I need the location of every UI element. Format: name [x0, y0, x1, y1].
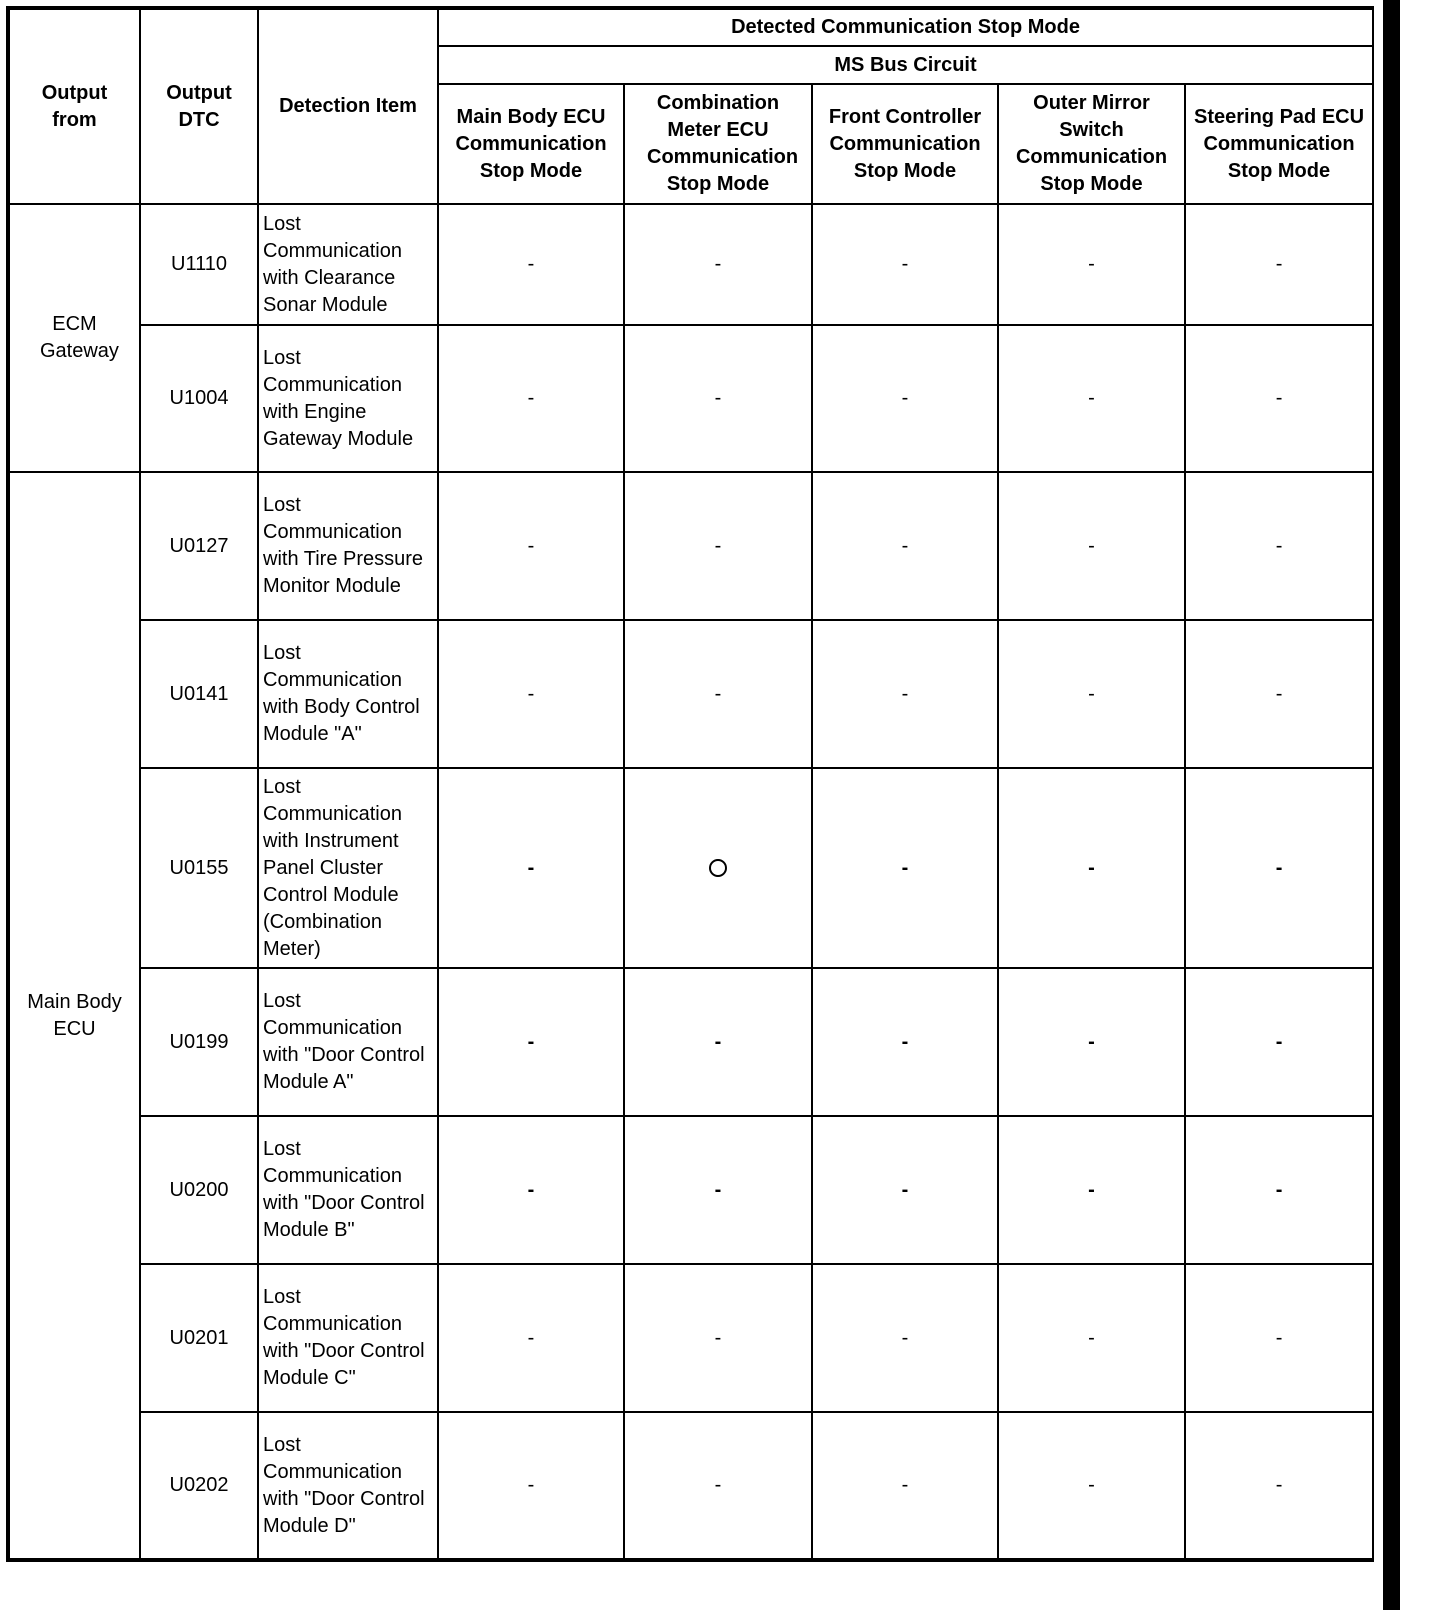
output-from-cell: Main Body ECU: [8, 472, 140, 1560]
mode-value-cell: -: [998, 620, 1185, 768]
header-mode-outer-mirror-switch: Outer Mirror Switch Communication Stop Mode: [998, 84, 1185, 204]
detection-item-cell: Lost Communication with "Door Control Module D": [258, 1412, 438, 1560]
detection-item-cell: Lost Communication with Body Control Module "A": [258, 620, 438, 768]
mode-value-cell: -: [438, 204, 624, 325]
header-mode-main-body-ecu: Main Body ECU Communication Stop Mode: [438, 84, 624, 204]
table-row: [8, 768, 1373, 968]
mode-value-cell: -: [812, 1412, 998, 1560]
mode-value-cell: -: [1185, 204, 1373, 325]
mode-value-cell: -: [998, 968, 1185, 1116]
mode-value-cell: -: [812, 325, 998, 472]
mode-value-cell: -: [998, 204, 1185, 325]
mode-value-cell: -: [438, 472, 624, 620]
mode-value-cell: -: [624, 1116, 812, 1264]
table-row: [8, 1116, 1373, 1264]
mode-value-cell-detected: [624, 768, 812, 968]
table-row: [8, 968, 1373, 1116]
mode-value-cell: -: [812, 1264, 998, 1412]
mode-value-cell: -: [1185, 1264, 1373, 1412]
table-row: [8, 325, 1373, 472]
dtc-cell: U0127: [140, 472, 258, 620]
mode-value-cell: -: [438, 325, 624, 472]
mode-value-cell: -: [998, 1116, 1185, 1264]
mode-value-cell: -: [998, 768, 1185, 968]
table-row: [8, 620, 1373, 768]
mode-value-cell: -: [812, 768, 998, 968]
detection-item-cell: Lost Communication with "Door Control Module A": [258, 968, 438, 1116]
mode-value-cell: -: [812, 204, 998, 325]
mode-value-cell: -: [998, 1264, 1185, 1412]
mode-value-cell: -: [624, 204, 812, 325]
dtc-cell: U0202: [140, 1412, 258, 1560]
table-row: [8, 472, 1373, 620]
detection-item-cell: Lost Communication with Tire Pressure Monitor Module: [258, 472, 438, 620]
table-row: [8, 1412, 1373, 1560]
mode-value-cell: -: [1185, 1116, 1373, 1264]
dtc-cell: U0199: [140, 968, 258, 1116]
mode-value-cell: -: [624, 1412, 812, 1560]
dtc-cell: U0200: [140, 1116, 258, 1264]
mode-value-cell: -: [438, 620, 624, 768]
detection-item-cell: Lost Communication with "Door Control Module C": [258, 1264, 438, 1412]
mode-value-cell: -: [812, 1116, 998, 1264]
dtc-communication-stop-mode-table: [6, 6, 1374, 1562]
dtc-cell: U1004: [140, 325, 258, 472]
mode-value-cell: -: [438, 1116, 624, 1264]
mode-value-cell: -: [624, 1264, 812, 1412]
mode-value-cell: -: [624, 472, 812, 620]
dtc-cell: U0155: [140, 768, 258, 968]
mode-value-cell: -: [438, 1264, 624, 1412]
table-row: [8, 1264, 1373, 1412]
circle-detected-icon: [709, 859, 727, 877]
mode-value-cell: -: [812, 968, 998, 1116]
dtc-cell: U1110: [140, 204, 258, 325]
mode-value-cell: -: [1185, 968, 1373, 1116]
mode-value-cell: -: [1185, 1412, 1373, 1560]
mode-value-cell: -: [812, 472, 998, 620]
mode-value-cell: -: [1185, 325, 1373, 472]
dtc-cell: U0201: [140, 1264, 258, 1412]
mode-value-cell: -: [998, 472, 1185, 620]
dtc-table-container: [6, 6, 1371, 1560]
mode-value-cell: -: [998, 1412, 1185, 1560]
mode-value-cell: -: [624, 325, 812, 472]
detection-item-cell: Lost Communication with Engine Gateway Module: [258, 325, 438, 472]
header-mode-steering-pad-ecu: Steering Pad ECU Communication Stop Mode: [1185, 84, 1373, 204]
mode-value-cell: -: [812, 620, 998, 768]
mode-value-cell: -: [1185, 472, 1373, 620]
mode-value-cell: -: [438, 768, 624, 968]
mode-value-cell: -: [438, 1412, 624, 1560]
right-edge-bar: [1383, 0, 1400, 1610]
detection-item-cell: Lost Communication with Clearance Sonar Module: [258, 204, 438, 325]
dtc-cell: U0141: [140, 620, 258, 768]
header-output-dtc: Output DTC: [140, 8, 258, 204]
header-output-from: Output from: [8, 8, 140, 204]
table-row: [8, 204, 1373, 325]
mode-value-cell: -: [1185, 620, 1373, 768]
header-detected-communication-stop-mode: Detected Communication Stop Mode: [438, 8, 1373, 46]
header-mode-combination-meter-ecu: Combination Meter ECU Communication Stop Mode: [624, 84, 812, 204]
mode-value-cell: -: [438, 968, 624, 1116]
output-from-cell: ECM Gateway: [8, 204, 140, 472]
header-mode-front-controller: Front Controller Communication Stop Mode: [812, 84, 998, 204]
detection-item-cell: Lost Communication with Instrument Panel Cluster Control Module (Combination Meter): [258, 768, 438, 968]
mode-value-cell: -: [624, 968, 812, 1116]
detection-item-cell: Lost Communication with "Door Control Module B": [258, 1116, 438, 1264]
header-ms-bus-circuit: MS Bus Circuit: [438, 46, 1373, 84]
header-detection-item: Detection Item: [258, 8, 438, 204]
mode-value-cell: -: [1185, 768, 1373, 968]
mode-value-cell: -: [624, 620, 812, 768]
mode-value-cell: -: [998, 325, 1185, 472]
